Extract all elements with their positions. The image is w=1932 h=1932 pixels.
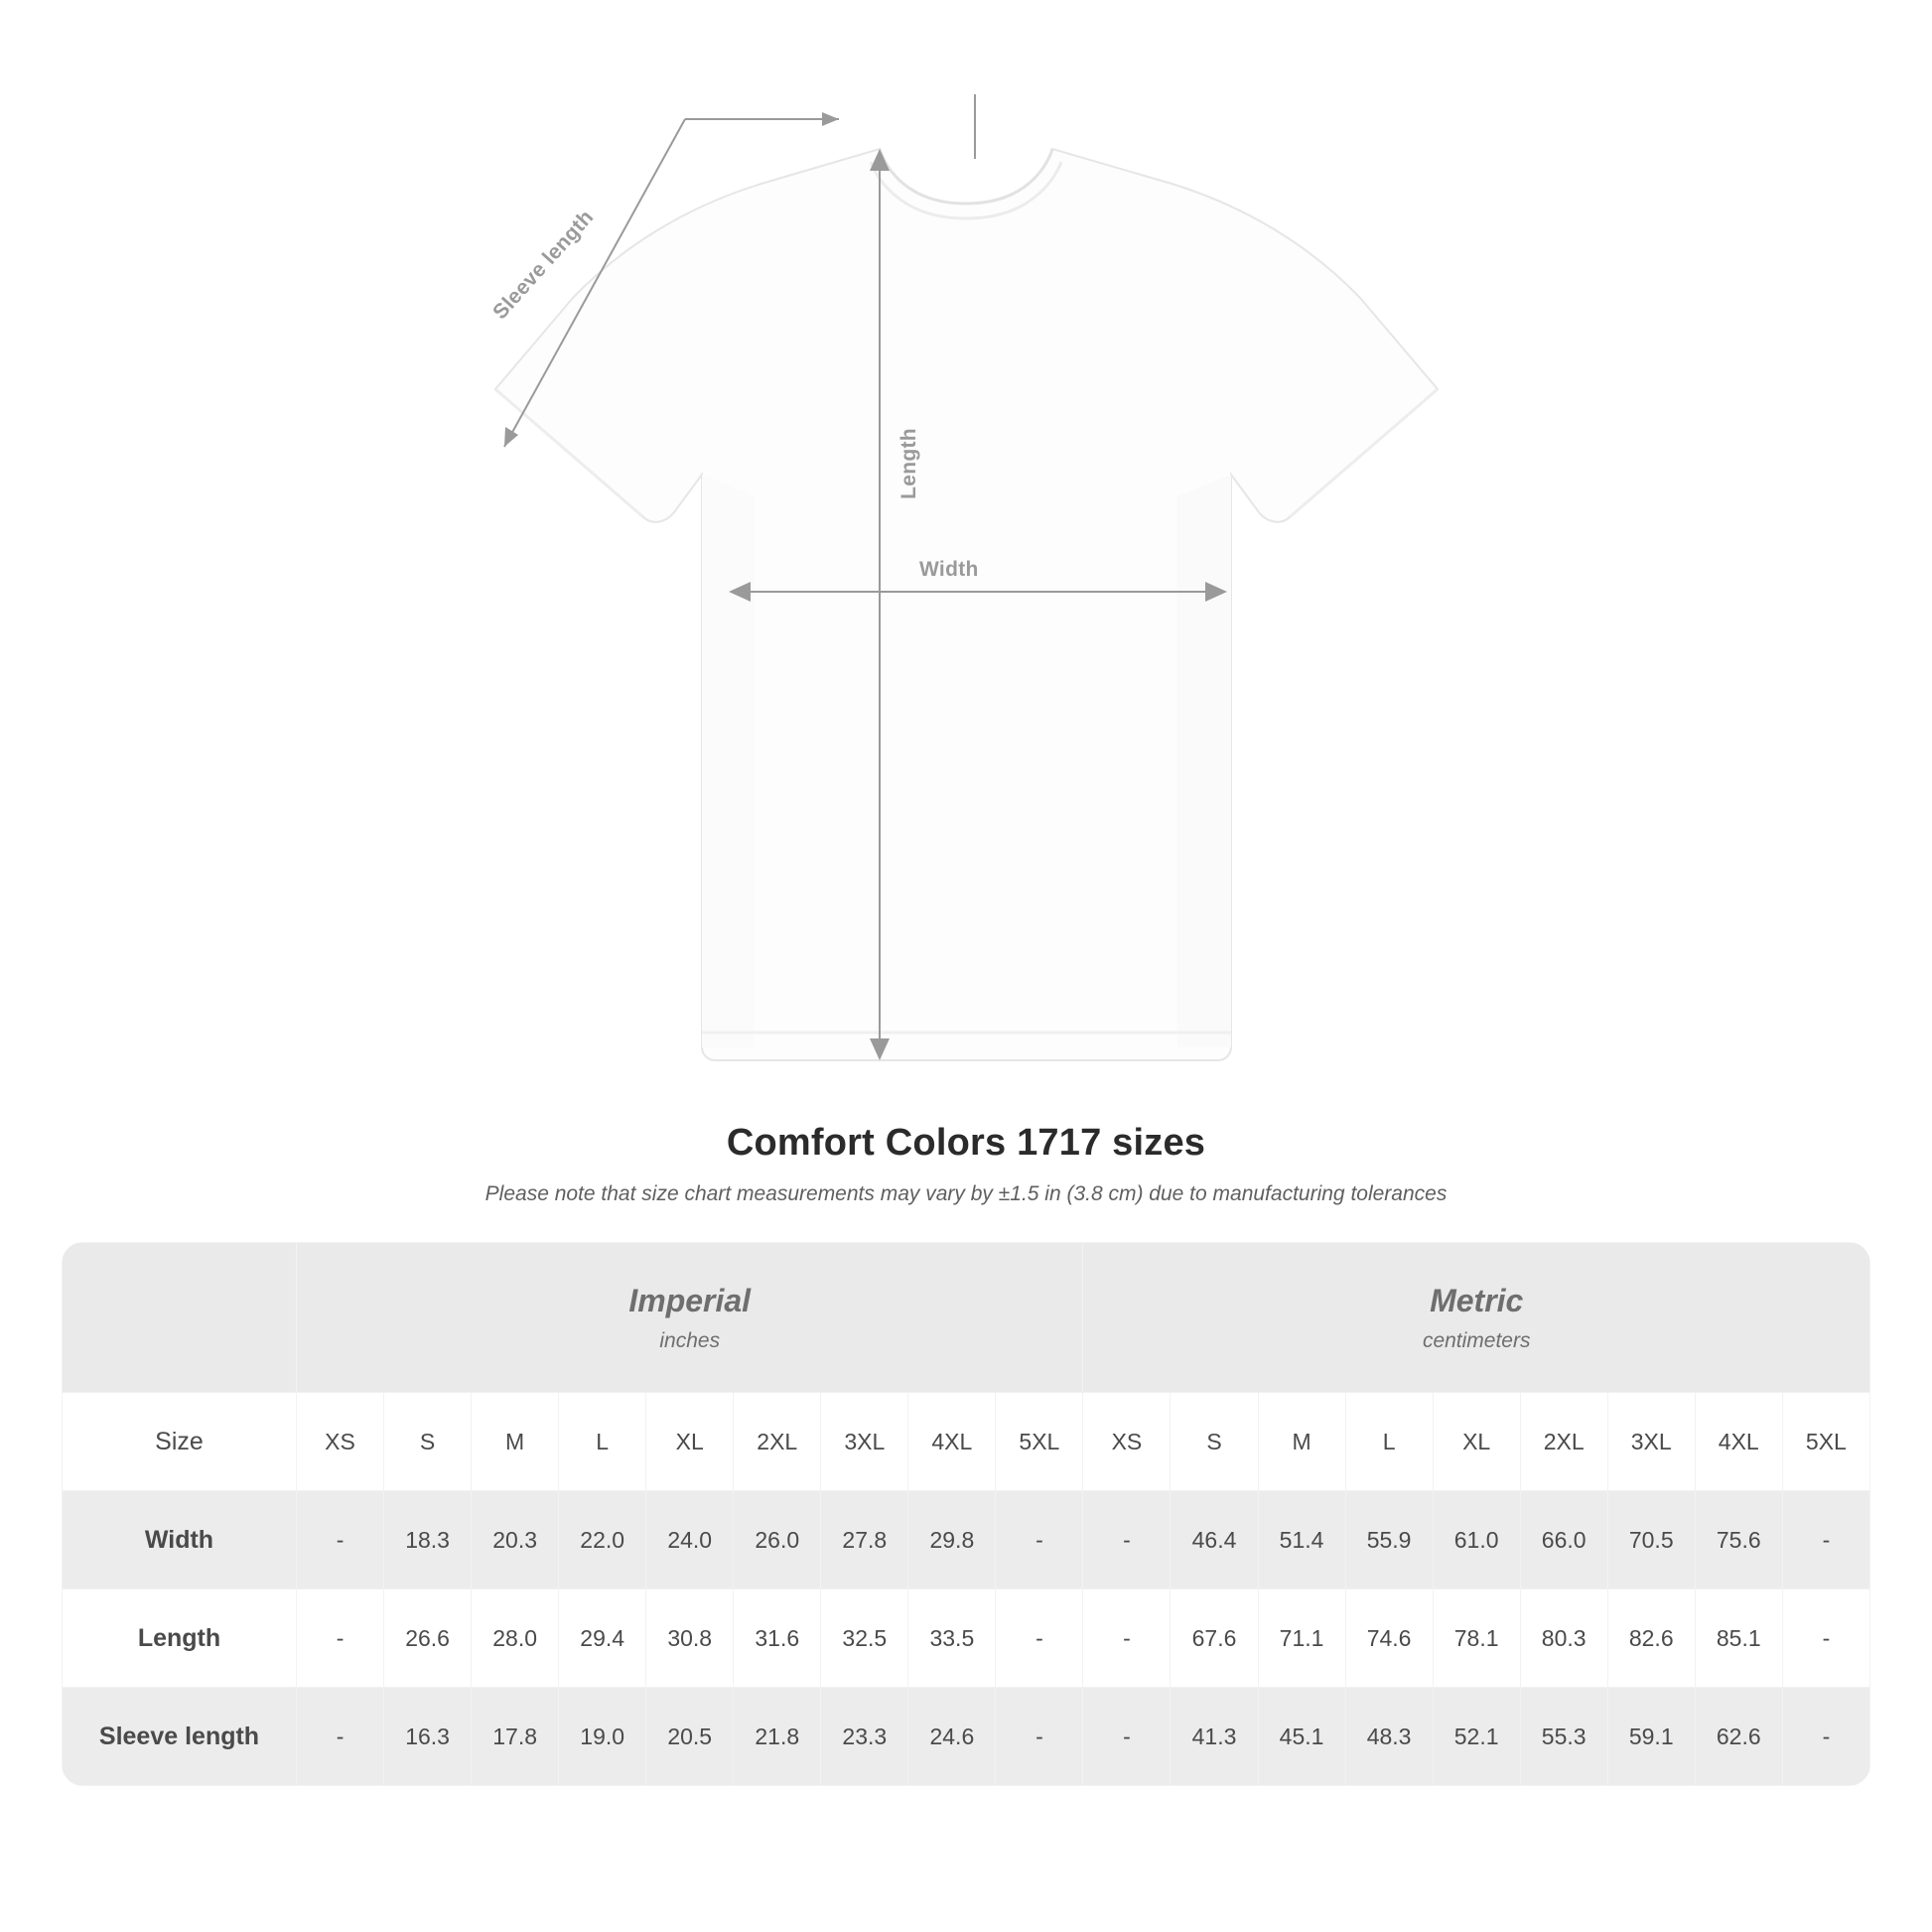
- sleeve-arrow-top: [822, 112, 839, 126]
- size-header-metric-0: XS: [1083, 1393, 1171, 1491]
- size-header-imperial-2: M: [472, 1393, 559, 1491]
- unit-name-metric: Metric: [1430, 1282, 1524, 1318]
- unit-sub-metric: centimeters: [1422, 1328, 1531, 1352]
- cell-width-metric-4: 61.0: [1433, 1491, 1520, 1589]
- title-block: [0, 1122, 1932, 1206]
- cell-width-imperial-4: 24.0: [646, 1491, 734, 1589]
- size-chart-table-wrapper: [62, 1242, 1870, 1786]
- size-header-metric-1: S: [1171, 1393, 1258, 1491]
- cell-sleeve-imperial-3: 19.0: [559, 1688, 646, 1786]
- cell-sleeve-imperial-5: 21.8: [734, 1688, 821, 1786]
- size-header-imperial-0: XS: [297, 1393, 384, 1491]
- sleeve-length-label: Sleeve length: [488, 206, 599, 325]
- cell-sleeve-metric-2: 45.1: [1258, 1688, 1345, 1786]
- size-header-imperial-1: S: [384, 1393, 472, 1491]
- row-label-sleeve-length: Sleeve length: [63, 1688, 297, 1786]
- size-header-metric-2: M: [1258, 1393, 1345, 1491]
- tolerance-note: Please note that size chart measurements may vary by ±1.5 in (3.8 cm) due to manufacturing tolerances: [484, 1182, 1448, 1205]
- table-row: [63, 1589, 1870, 1688]
- unit-header-row: [63, 1243, 1870, 1393]
- cell-sleeve-imperial-7: 24.6: [908, 1688, 996, 1786]
- cell-length-imperial-0: -: [297, 1589, 384, 1688]
- cell-width-imperial-7: 29.8: [908, 1491, 996, 1589]
- cell-width-metric-8: -: [1782, 1491, 1869, 1589]
- cell-length-metric-4: 78.1: [1433, 1589, 1520, 1688]
- cell-sleeve-metric-8: -: [1782, 1688, 1869, 1786]
- cell-length-imperial-4: 30.8: [646, 1589, 734, 1688]
- cell-length-metric-3: 74.6: [1345, 1589, 1433, 1688]
- cell-width-imperial-2: 20.3: [472, 1491, 559, 1589]
- length-label: Length: [897, 428, 920, 499]
- cell-sleeve-metric-7: 62.6: [1695, 1688, 1782, 1786]
- cell-length-metric-8: -: [1782, 1589, 1869, 1688]
- unit-header-imperial: [297, 1243, 1083, 1393]
- tshirt-shape: [495, 149, 1438, 1060]
- cell-length-imperial-2: 28.0: [472, 1589, 559, 1688]
- size-header-metric-3: L: [1345, 1393, 1433, 1491]
- cell-width-metric-5: 66.0: [1520, 1491, 1607, 1589]
- cell-sleeve-imperial-8: -: [996, 1688, 1083, 1786]
- cell-width-imperial-8: -: [996, 1491, 1083, 1589]
- cell-length-imperial-7: 33.5: [908, 1589, 996, 1688]
- size-header-imperial-4: XL: [646, 1393, 734, 1491]
- cell-width-imperial-1: 18.3: [384, 1491, 472, 1589]
- cell-length-metric-0: -: [1083, 1589, 1171, 1688]
- row-label-length: Length: [63, 1589, 297, 1688]
- cell-length-imperial-5: 31.6: [734, 1589, 821, 1688]
- size-chart-table: [62, 1242, 1870, 1786]
- cell-width-metric-7: 75.6: [1695, 1491, 1782, 1589]
- cell-width-imperial-6: 27.8: [821, 1491, 908, 1589]
- row-label-width: Width: [63, 1491, 297, 1589]
- unit-sub-imperial: inches: [659, 1328, 721, 1352]
- cell-width-imperial-5: 26.0: [734, 1491, 821, 1589]
- size-header-imperial-5: 2XL: [734, 1393, 821, 1491]
- cell-width-imperial-0: -: [297, 1491, 384, 1589]
- cell-length-imperial-6: 32.5: [821, 1589, 908, 1688]
- cell-length-metric-1: 67.6: [1171, 1589, 1258, 1688]
- cell-length-metric-7: 85.1: [1695, 1589, 1782, 1688]
- size-header-metric-8: 5XL: [1782, 1393, 1869, 1491]
- cell-sleeve-metric-1: 41.3: [1171, 1688, 1258, 1786]
- cell-width-metric-6: 70.5: [1607, 1491, 1695, 1589]
- cell-length-imperial-8: -: [996, 1589, 1083, 1688]
- unit-name-imperial: Imperial: [628, 1282, 752, 1318]
- cell-sleeve-metric-0: -: [1083, 1688, 1171, 1786]
- size-header-imperial-8: 5XL: [996, 1393, 1083, 1491]
- size-header-row: [63, 1393, 1870, 1491]
- cell-sleeve-imperial-6: 23.3: [821, 1688, 908, 1786]
- cell-sleeve-imperial-2: 17.8: [472, 1688, 559, 1786]
- cell-width-metric-2: 51.4: [1258, 1491, 1345, 1589]
- page-title: Comfort Colors 1717 sizes: [726, 1122, 1206, 1164]
- cell-sleeve-imperial-0: -: [297, 1688, 384, 1786]
- cell-sleeve-imperial-4: 20.5: [646, 1688, 734, 1786]
- unit-header-metric: [1083, 1243, 1870, 1393]
- size-header-metric-5: 2XL: [1520, 1393, 1607, 1491]
- size-header-label: Size: [63, 1393, 297, 1491]
- cell-length-imperial-1: 26.6: [384, 1589, 472, 1688]
- cell-length-metric-6: 82.6: [1607, 1589, 1695, 1688]
- cell-width-metric-1: 46.4: [1171, 1491, 1258, 1589]
- cell-sleeve-metric-4: 52.1: [1433, 1688, 1520, 1786]
- table-row: [63, 1491, 1870, 1589]
- cell-length-metric-2: 71.1: [1258, 1589, 1345, 1688]
- size-header-metric-4: XL: [1433, 1393, 1520, 1491]
- cell-sleeve-imperial-1: 16.3: [384, 1688, 472, 1786]
- width-label: Width: [919, 558, 979, 581]
- size-header-metric-7: 4XL: [1695, 1393, 1782, 1491]
- size-header-metric-6: 3XL: [1607, 1393, 1695, 1491]
- unit-row-corner: [63, 1243, 297, 1393]
- cell-width-metric-0: -: [1083, 1491, 1171, 1589]
- size-header-imperial-3: L: [559, 1393, 646, 1491]
- size-header-imperial-6: 3XL: [821, 1393, 908, 1491]
- cell-length-imperial-3: 29.4: [559, 1589, 646, 1688]
- cell-width-metric-3: 55.9: [1345, 1491, 1433, 1589]
- table-row: [63, 1688, 1870, 1786]
- cell-sleeve-metric-6: 59.1: [1607, 1688, 1695, 1786]
- cell-width-imperial-3: 22.0: [559, 1491, 646, 1589]
- cell-sleeve-metric-3: 48.3: [1345, 1688, 1433, 1786]
- cell-sleeve-metric-5: 55.3: [1520, 1688, 1607, 1786]
- size-header-imperial-7: 4XL: [908, 1393, 996, 1491]
- sleeve-arrow-bottom: [504, 427, 518, 447]
- cell-length-metric-5: 80.3: [1520, 1589, 1607, 1688]
